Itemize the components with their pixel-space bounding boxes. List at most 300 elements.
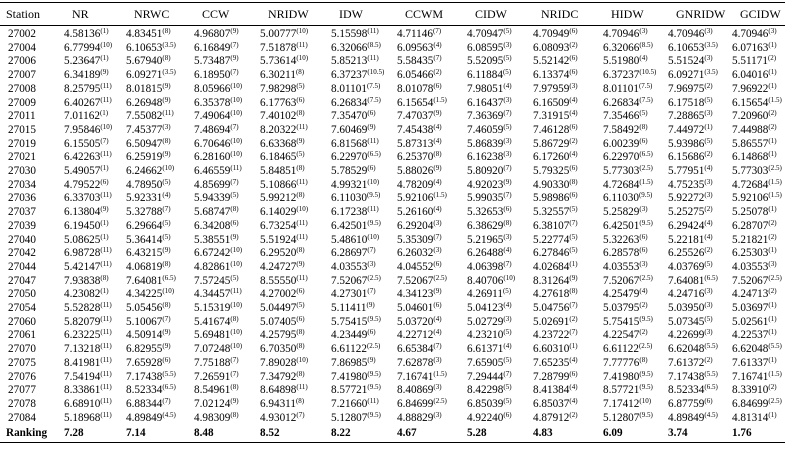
metric-value: 6.67242 <box>194 247 231 260</box>
station-id-cell: 27077 <box>8 384 36 397</box>
value-cell-nrwc <box>120 138 188 152</box>
station-id-cell: 27060 <box>8 315 36 328</box>
value-cell-nridw <box>254 329 325 343</box>
rank-superscript: (9) <box>367 122 376 131</box>
value-cell-ccwm <box>391 384 461 398</box>
rank-superscript: (2.5) <box>768 396 782 405</box>
value-cell-hidw <box>597 384 662 398</box>
rank-superscript: (9.5) <box>639 410 653 419</box>
metric-value: 5.73487 <box>194 55 231 68</box>
metric-value: 6.00239 <box>603 137 640 150</box>
rank-superscript: (1) <box>704 122 713 131</box>
value-cell-gcidw <box>726 357 785 371</box>
rank-superscript: (4) <box>704 232 713 241</box>
metric-value: 4.88829 <box>397 411 434 424</box>
metric-value: 5.52095 <box>467 55 504 68</box>
metric-value: 8.01815 <box>126 82 163 95</box>
value-cell-nridc <box>527 302 597 316</box>
metric-value: 4.90330 <box>533 178 570 191</box>
rank-superscript: (8) <box>296 191 305 200</box>
value-cell-ccw <box>188 220 254 234</box>
rank-superscript: (2) <box>639 328 648 337</box>
metric-value: 6.62048 <box>732 343 769 356</box>
rank-superscript: (9) <box>433 287 442 296</box>
rank-superscript: (10) <box>296 27 309 35</box>
rank-superscript: (9) <box>569 273 578 282</box>
rank-superscript: (3) <box>639 205 648 214</box>
value-cell-nridw <box>254 42 325 56</box>
rank-superscript: (10) <box>230 109 243 118</box>
rank-superscript: (2.5) <box>638 342 653 351</box>
metric-value: 7.58492 <box>603 123 640 136</box>
value-cell-nrwc <box>120 288 188 302</box>
rank-superscript: (1) <box>768 205 777 214</box>
rank-superscript: (2) <box>569 314 578 323</box>
metric-value: 6.16509 <box>533 96 570 109</box>
ranking-value-nr: 7.28 <box>64 427 84 440</box>
column-header-nrwc: NRWC <box>134 6 170 21</box>
rank-superscript: (1.5) <box>768 369 782 378</box>
metric-value: 5.68747 <box>194 206 231 219</box>
rank-superscript: (5) <box>503 122 512 131</box>
value-cell-nridw <box>254 69 325 83</box>
rank-superscript: (1) <box>100 218 109 227</box>
value-cell-idw <box>325 288 391 302</box>
station-id-cell: 27078 <box>8 397 36 410</box>
metric-value: 6.11884 <box>467 69 503 82</box>
metric-value: 8.20322 <box>260 123 297 136</box>
metric-value: 8.01101 <box>331 82 367 95</box>
metric-value: 4.27002 <box>260 288 297 301</box>
rank-superscript: (11) <box>100 95 112 104</box>
rank-superscript: (4.5) <box>704 410 718 419</box>
value-cell-nridc <box>527 329 597 343</box>
table-row <box>0 234 785 248</box>
metric-value: 6.63368 <box>260 137 297 150</box>
value-cell-idw <box>325 110 391 124</box>
metric-value: 6.26834 <box>331 96 368 109</box>
value-cell-nr <box>58 97 120 111</box>
station-id-cell: 27030 <box>8 165 36 178</box>
metric-value: 8.57721 <box>603 384 640 397</box>
value-cell-nridw <box>254 398 325 412</box>
rank-superscript: (6) <box>296 287 305 296</box>
metric-value: 4.03553 <box>732 260 769 273</box>
rank-superscript: (6) <box>230 218 239 227</box>
value-cell-ccwm <box>391 343 461 357</box>
metric-value: 5.92106 <box>397 192 434 205</box>
value-cell-idw <box>325 384 391 398</box>
value-cell-cidw <box>461 124 527 138</box>
metric-value: 5.51924 <box>260 233 297 246</box>
metric-value: 5.22181 <box>668 233 705 246</box>
rank-superscript: (1) <box>768 81 777 90</box>
value-cell-idw <box>325 179 391 193</box>
metric-value: 5.52142 <box>533 55 570 68</box>
value-cell-nridc <box>527 165 597 179</box>
rank-superscript: (7) <box>569 328 578 337</box>
rank-superscript: (4) <box>704 164 713 173</box>
metric-value: 5.48610 <box>331 233 368 246</box>
value-cell-idw <box>325 192 391 206</box>
metric-value: 5.18968 <box>64 411 101 424</box>
station-id-cell: 27044 <box>8 260 36 273</box>
metric-value: 8.05966 <box>194 82 231 95</box>
rank-superscript: (2) <box>768 218 777 227</box>
value-cell-ccw <box>188 234 254 248</box>
value-cell-ccwm <box>391 261 461 275</box>
rank-superscript: (11) <box>367 396 379 405</box>
value-cell-nrwc <box>120 234 188 248</box>
value-cell-ccwm <box>391 357 461 371</box>
rank-superscript: (1) <box>100 54 109 63</box>
rank-superscript: (11) <box>100 328 112 337</box>
rank-superscript: (4) <box>639 287 648 296</box>
value-cell-gnridw <box>662 83 726 97</box>
value-cell-idw <box>325 371 391 385</box>
value-cell-nridc <box>527 55 597 69</box>
metric-value: 8.31264 <box>533 274 570 287</box>
metric-value: 5.07405 <box>260 315 297 328</box>
metric-value: 6.13374 <box>533 69 570 82</box>
value-cell-nr <box>58 151 120 165</box>
metric-value: 4.25479 <box>603 288 640 301</box>
rank-superscript: (5) <box>503 396 512 405</box>
rank-superscript: (4) <box>569 150 578 159</box>
rank-superscript: (2) <box>767 54 777 63</box>
rank-superscript: (11) <box>296 218 308 227</box>
value-cell-hidw <box>597 151 662 165</box>
station-id-cell: 27007 <box>8 69 36 82</box>
station-id-cell: 27047 <box>8 274 36 287</box>
value-cell-hidw <box>597 234 662 248</box>
rank-superscript: (1) <box>768 40 777 49</box>
value-cell-nridc <box>527 124 597 138</box>
rank-superscript: (2) <box>704 355 713 364</box>
rank-superscript: (6.5) <box>704 273 718 282</box>
rank-superscript: (4) <box>569 95 578 104</box>
value-cell-gnridw <box>662 398 726 412</box>
rank-superscript: (11) <box>296 273 308 282</box>
metric-value: 6.25370 <box>397 151 434 164</box>
rank-superscript: (10) <box>230 328 243 337</box>
rank-superscript: (10) <box>230 342 243 351</box>
value-cell-hidw <box>597 302 662 316</box>
metric-value: 5.15598 <box>331 28 368 40</box>
station-id-cell: 27076 <box>8 370 36 383</box>
rank-superscript: (5) <box>704 314 713 323</box>
metric-value: 6.77994 <box>64 41 101 54</box>
rank-superscript: (4) <box>503 246 512 255</box>
metric-value: 6.28707 <box>732 219 769 232</box>
value-cell-ccw <box>188 42 254 56</box>
rank-superscript: (8) <box>230 314 239 323</box>
metric-value: 6.32066 <box>603 41 640 54</box>
metric-value: 4.23210 <box>467 329 504 342</box>
rank-superscript: (1.5) <box>433 369 447 378</box>
value-cell-gcidw <box>726 329 785 343</box>
value-cell-gcidw <box>726 302 785 316</box>
rank-superscript: (9.5) <box>639 383 653 392</box>
rank-superscript: (3.5) <box>704 40 718 49</box>
value-cell-idw <box>325 234 391 248</box>
metric-value: 4.26911 <box>467 288 503 301</box>
rank-superscript: (4) <box>503 81 512 90</box>
rank-superscript: (9.5) <box>367 314 381 323</box>
metric-value: 4.81314 <box>732 411 769 424</box>
table-row <box>0 398 785 412</box>
rank-superscript: (6) <box>639 136 648 145</box>
rank-superscript: (11) <box>100 396 112 405</box>
value-cell-nridw <box>254 165 325 179</box>
rank-superscript: (4) <box>569 383 578 392</box>
rank-superscript: (11) <box>162 109 174 118</box>
rank-superscript: (7) <box>432 27 442 35</box>
station-id-cell: 27037 <box>8 206 36 219</box>
value-cell-nridc <box>527 83 597 97</box>
metric-value: 6.61122 <box>603 343 639 356</box>
table-row <box>0 179 785 193</box>
value-cell-gnridw <box>662 69 726 83</box>
metric-value: 6.10653 <box>668 41 705 54</box>
rank-superscript: (10) <box>230 136 243 145</box>
metric-value: 5.25829 <box>603 206 640 219</box>
metric-value: 6.85039 <box>467 397 504 410</box>
rank-superscript: (1) <box>768 136 777 145</box>
value-cell-gnridw <box>662 220 726 234</box>
value-cell-gcidw <box>726 83 785 97</box>
metric-value: 6.15686 <box>668 151 705 164</box>
metric-value: 5.84851 <box>260 165 297 178</box>
metric-value: 6.84699 <box>397 397 434 410</box>
value-cell-ccwm <box>391 247 461 261</box>
value-cell-idw <box>325 83 391 97</box>
metric-value: 5.00777 <box>260 28 297 40</box>
metric-value: 5.12807 <box>331 411 368 424</box>
rank-superscript: (4.5) <box>162 410 176 419</box>
value-cell-nridw <box>254 138 325 152</box>
rank-superscript: (10) <box>296 54 309 63</box>
metric-value: 4.22712 <box>397 329 434 342</box>
metric-value: 6.16238 <box>467 151 504 164</box>
metric-value: 4.03769 <box>668 260 705 273</box>
metric-value: 6.08093 <box>533 41 570 54</box>
metric-value: 6.60310 <box>533 343 570 356</box>
metric-value: 5.10866 <box>260 178 297 191</box>
value-cell-cidw <box>461 97 527 111</box>
rank-superscript: (7) <box>503 369 512 378</box>
table-row <box>0 329 785 343</box>
metric-value: 4.06819 <box>126 260 163 273</box>
results-table <box>0 2 785 443</box>
rank-superscript: (3) <box>433 410 442 419</box>
metric-value: 6.15654 <box>397 96 434 109</box>
value-cell-ccwm <box>391 398 461 412</box>
rank-superscript: (11) <box>296 383 308 392</box>
rank-superscript: (11) <box>367 54 379 63</box>
metric-value: 5.93986 <box>668 137 705 150</box>
value-cell-nridw <box>254 151 325 165</box>
value-cell-nridc <box>527 343 597 357</box>
metric-value: 6.88344 <box>126 397 163 410</box>
rank-superscript: (7) <box>230 40 239 49</box>
metric-value: 7.48694 <box>194 123 231 136</box>
metric-value: 6.18465 <box>260 151 297 164</box>
value-cell-idw <box>325 151 391 165</box>
metric-value: 7.97959 <box>533 82 570 95</box>
value-cell-nr <box>58 275 120 289</box>
rank-superscript: (9) <box>162 150 171 159</box>
metric-value: 8.40706 <box>467 274 504 287</box>
metric-value: 5.32788 <box>126 206 163 219</box>
value-cell-nridw <box>254 412 325 426</box>
value-cell-gcidw <box>726 192 785 206</box>
value-cell-nr <box>58 371 120 385</box>
metric-value: 4.24727 <box>260 260 297 273</box>
value-cell-gnridw <box>662 151 726 165</box>
metric-value: 4.78950 <box>126 178 163 191</box>
metric-value: 6.43215 <box>126 247 163 260</box>
value-cell-idw <box>325 275 391 289</box>
metric-value: 8.64898 <box>260 384 297 397</box>
rank-superscript: (8) <box>230 383 239 392</box>
metric-value: 7.46059 <box>467 123 504 136</box>
rank-superscript: (11) <box>100 150 112 159</box>
rank-superscript: (3) <box>704 54 713 63</box>
table-row <box>0 275 785 289</box>
metric-value: 6.46559 <box>194 165 231 178</box>
value-cell-nridc <box>527 357 597 371</box>
metric-value: 6.26948 <box>126 96 163 109</box>
metric-value: 7.35466 <box>603 110 640 123</box>
value-cell-cidw <box>461 275 527 289</box>
metric-value: 5.26160 <box>397 206 434 219</box>
metric-value: 7.45377 <box>126 123 163 136</box>
metric-value: 7.62878 <box>397 356 434 369</box>
metric-value: 5.77303 <box>603 165 640 178</box>
metric-value: 6.11030 <box>331 192 367 205</box>
rank-superscript: (3) <box>503 95 512 104</box>
table-body <box>0 26 785 443</box>
metric-value: 4.23449 <box>331 329 368 342</box>
rank-superscript: (6) <box>367 328 376 337</box>
rank-superscript: (7) <box>162 396 171 405</box>
column-header-idw: IDW <box>339 6 363 21</box>
rank-superscript: (11) <box>367 27 379 35</box>
value-cell-idw <box>325 55 391 69</box>
rank-superscript: (6) <box>569 164 578 173</box>
value-cell-ccwm <box>391 220 461 234</box>
metric-value: 4.72684 <box>732 178 769 191</box>
metric-value: 5.86557 <box>732 137 769 150</box>
value-cell-idw <box>325 261 391 275</box>
value-cell-nr <box>58 302 120 316</box>
metric-value: 5.52828 <box>64 302 101 315</box>
metric-value: 5.38551 <box>194 233 231 246</box>
rank-superscript: (8) <box>639 355 648 364</box>
value-cell-ccw <box>188 110 254 124</box>
rank-superscript: (7) <box>162 314 171 323</box>
metric-value: 4.02684 <box>533 260 570 273</box>
rank-superscript: (3) <box>768 259 777 268</box>
metric-value: 5.11411 <box>331 302 367 315</box>
value-cell-nr <box>58 384 120 398</box>
metric-value: 6.87759 <box>668 397 705 410</box>
metric-value: 7.02124 <box>194 397 231 410</box>
value-cell-hidw <box>597 192 662 206</box>
metric-value: 7.47037 <box>397 110 434 123</box>
rank-superscript: (5) <box>569 246 578 255</box>
table-row <box>0 357 785 371</box>
value-cell-gcidw <box>726 384 785 398</box>
table-row <box>0 288 785 302</box>
metric-value: 6.61371 <box>467 343 504 356</box>
value-cell-hidw <box>597 261 662 275</box>
rank-superscript: (11) <box>367 205 379 214</box>
metric-value: 4.70949 <box>533 28 570 40</box>
value-cell-nr <box>58 42 120 56</box>
station-id-cell: 27008 <box>8 82 36 95</box>
rank-superscript: (6) <box>296 95 305 104</box>
metric-value: 4.89849 <box>668 411 705 424</box>
station-id-cell: 27004 <box>8 41 36 54</box>
value-cell-nrwc <box>120 55 188 69</box>
table-row <box>0 316 785 330</box>
rank-superscript: (5) <box>162 218 171 227</box>
rank-superscript: (3) <box>704 191 713 200</box>
station-id-cell: 27040 <box>8 233 36 246</box>
value-cell-nrwc <box>120 343 188 357</box>
table-row <box>0 138 785 152</box>
rank-superscript: (1) <box>569 259 578 268</box>
value-cell-nr <box>58 124 120 138</box>
value-cell-gnridw <box>662 316 726 330</box>
metric-value: 6.32066 <box>331 41 368 54</box>
metric-value: 6.15505 <box>64 137 101 150</box>
rank-superscript: (6.5) <box>639 150 653 159</box>
metric-value: 6.50947 <box>126 137 163 150</box>
metric-value: 7.52067 <box>732 274 769 287</box>
rank-superscript: (3) <box>367 259 376 268</box>
value-cell-ccwm <box>391 302 461 316</box>
rank-superscript: (1) <box>100 27 109 35</box>
metric-value: 4.79522 <box>64 178 101 191</box>
metric-value: 4.50914 <box>126 329 163 342</box>
rank-superscript: (11) <box>100 246 112 255</box>
metric-value: 6.27846 <box>533 247 570 260</box>
value-cell-cidw <box>461 398 527 412</box>
metric-value: 4.78209 <box>397 178 434 191</box>
metric-value: 4.93012 <box>260 411 297 424</box>
metric-value: 4.96807 <box>194 28 231 40</box>
metric-value: 4.34457 <box>194 288 231 301</box>
rank-superscript: (4) <box>433 205 442 214</box>
metric-value: 7.44988 <box>732 123 769 136</box>
rank-superscript: (7) <box>433 342 442 351</box>
metric-value: 5.87313 <box>397 137 434 150</box>
metric-value: 6.29520 <box>260 247 297 260</box>
value-cell-ccwm <box>391 124 461 138</box>
metric-value: 5.21965 <box>467 233 504 246</box>
rank-superscript: (9) <box>367 355 376 364</box>
rank-superscript: (7) <box>569 301 578 310</box>
metric-value: 7.98051 <box>467 82 504 95</box>
metric-value: 6.14029 <box>260 206 297 219</box>
metric-value: 6.37237 <box>603 69 640 82</box>
rank-superscript: (5) <box>162 177 171 186</box>
value-cell-nrwc <box>120 247 188 261</box>
metric-value: 6.15654 <box>732 96 769 109</box>
